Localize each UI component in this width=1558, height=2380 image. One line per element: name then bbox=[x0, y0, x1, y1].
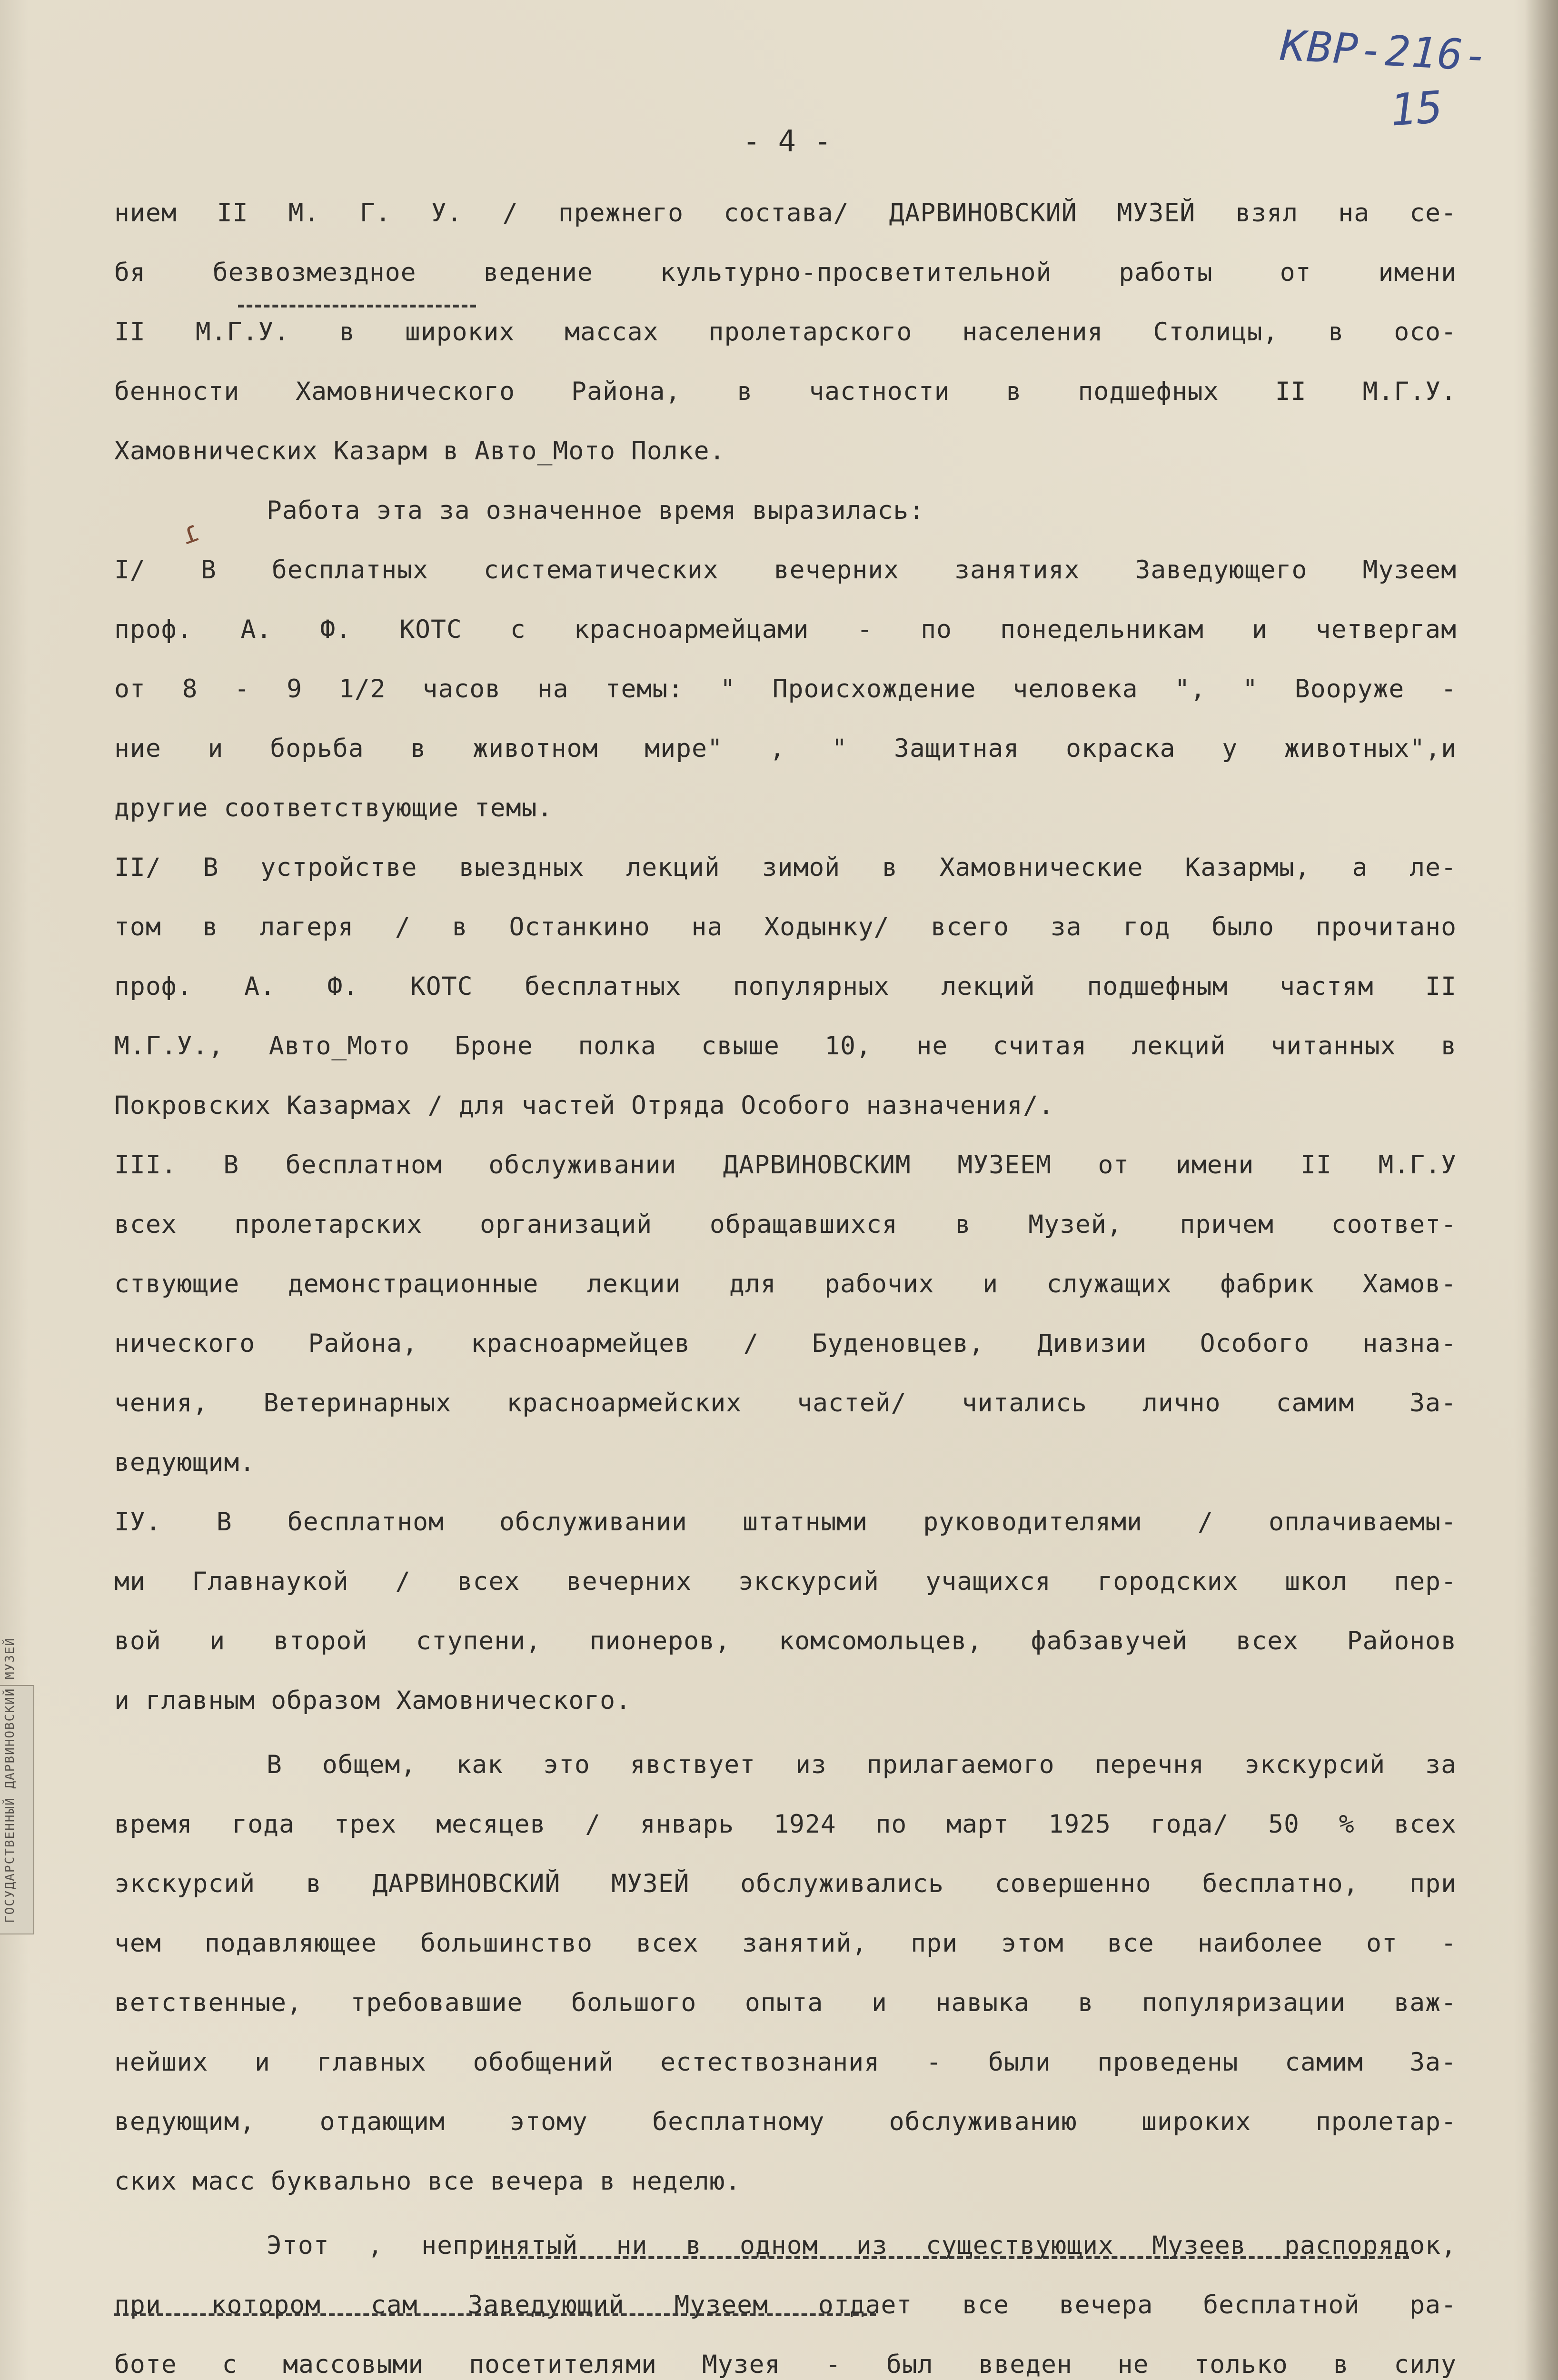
text-line: от 8 - 9 1/2 часов на темы: " Происхождение человека ", " Вооруже - bbox=[114, 674, 1457, 704]
text-line: чем подавляющее большинство всех занятий, при этом все наиболее от - bbox=[114, 1929, 1457, 1958]
text-line: ние и борьба в животном мире" , " Защитная окраска у животных",и bbox=[114, 734, 1457, 763]
text-line: ми Главнаукой / всех вечерних экскурсий учащихся городских школ пер- bbox=[114, 1567, 1457, 1596]
dashed-underline bbox=[486, 2256, 1409, 2259]
text-line: III. В бесплатном обслуживании ДАРВИНОВСКИМ МУЗЕЕМ от имени II М.Г.У bbox=[114, 1150, 1457, 1180]
text-line: при котором сам Заведующий Музеем отдает все вечера бесплатной ра- bbox=[114, 2291, 1457, 2320]
text-line: ствующие демонстрационные лекции для рабочих и служащих фабрик Хамов- bbox=[114, 1269, 1457, 1299]
text-line: ветственные, требовавшие большого опыта и навыка в популяризации важ- bbox=[114, 1988, 1457, 2017]
typed-body-text bbox=[114, 183, 1457, 2380]
text-line: всех пролетарских организаций обращавшихся в Музей, причем соответ- bbox=[114, 1210, 1457, 1239]
text-line: время года трех месяцев / январь 1924 по март 1925 года/ 50 % всех bbox=[114, 1810, 1457, 1839]
text-line: бенности Хамовнического Района, в частности в подшефных II М.Г.У. bbox=[114, 377, 1457, 406]
text-line: нейших и главных обобщений естествознания - были проведены самим За- bbox=[114, 2048, 1457, 2077]
text-line: Работа эта за означенное время выразилась: bbox=[267, 496, 925, 525]
text-line: бя безвозмездное ведение культурно-просветительной работы от имени bbox=[114, 258, 1457, 287]
text-line: Покровских Казармах / для частей Отряда Особого назначения/. bbox=[114, 1091, 1054, 1120]
text-line: Хамовнических Казарм в Авто_Мото Полке. bbox=[114, 436, 725, 466]
page-number: - 4 - bbox=[743, 124, 832, 159]
dashed-underline bbox=[114, 2313, 876, 2316]
archive-code-handwritten: КВР-216- bbox=[1279, 20, 1491, 81]
pencil-mark: ɾ bbox=[176, 514, 204, 552]
text-line: вой и второй ступени, пионеров, комсомольцев, фабзавучей всех Районов bbox=[114, 1626, 1457, 1656]
text-line: В общем, как это явствует из прилагаемого перечня экскурсий за bbox=[267, 1750, 1457, 1779]
page-edge-shadow bbox=[1525, 0, 1558, 2380]
archive-sheet-number: 15 bbox=[1388, 81, 1445, 136]
text-line: чения, Ветеринарных красноармейских частей/ читались лично самим За- bbox=[114, 1388, 1457, 1418]
text-line: и главным образом Хамовнического. bbox=[114, 1686, 631, 1715]
text-line: IУ. В бесплатном обслуживании штатными руководителями / оплачиваемы- bbox=[114, 1507, 1457, 1537]
text-line: ведующим, отдающим этому бесплатному обслуживанию широких пролетар- bbox=[114, 2107, 1457, 2136]
text-line: нием II М. Г. У. / прежнего состава/ ДАРВИНОВСКИЙ МУЗЕЙ взял на се- bbox=[114, 198, 1457, 228]
text-line: II М.Г.У. в широких массах пролетарского населения Столицы, в осо- bbox=[114, 317, 1457, 347]
dashed-underline bbox=[238, 305, 476, 307]
text-line: проф. А. Ф. КОТС с красноармейцами - по понедельникам и четвергам bbox=[114, 615, 1457, 644]
text-line: нического Района, красноармейцев / Буденовцев, Дивизии Особого назна- bbox=[114, 1329, 1457, 1358]
text-line: проф. А. Ф. КОТС бесплатных популярных лекций подшефным частям II bbox=[114, 972, 1457, 1001]
text-line: том в лагеря / в Останкино на Ходынку/ всего за год было прочитано bbox=[114, 912, 1457, 942]
text-line: ведующим. bbox=[114, 1448, 256, 1477]
text-line: боте с массовыми посетителями Музея - был введен не только в силу bbox=[114, 2350, 1457, 2379]
text-line: М.Г.У., Авто_Мото Броне полка свыше 10, не считая лекций читанных в bbox=[114, 1031, 1457, 1061]
text-line: II/ В устройстве выездных лекций зимой в Хамовнические Казармы, а ле- bbox=[114, 853, 1457, 882]
text-line: экскурсий в ДАРВИНОВСКИЙ МУЗЕЙ обслуживались совершенно бесплатно, при bbox=[114, 1869, 1457, 1898]
text-line: Этот , непринятый ни в одном из существующих Музеев распорядок, bbox=[267, 2231, 1457, 2260]
text-line: другие соответствующие темы. bbox=[114, 793, 553, 823]
text-line: ских масс буквально все вечера в неделю. bbox=[114, 2167, 741, 2196]
text-line: I/ В бесплатных систематических вечерних занятиях Заведующего Музеем bbox=[114, 555, 1457, 585]
archive-side-stamp-text: ГОСУДАРСТВЕННЫЙ ДАРВИНОВСКИЙ МУЗЕЙ bbox=[3, 1637, 17, 1923]
